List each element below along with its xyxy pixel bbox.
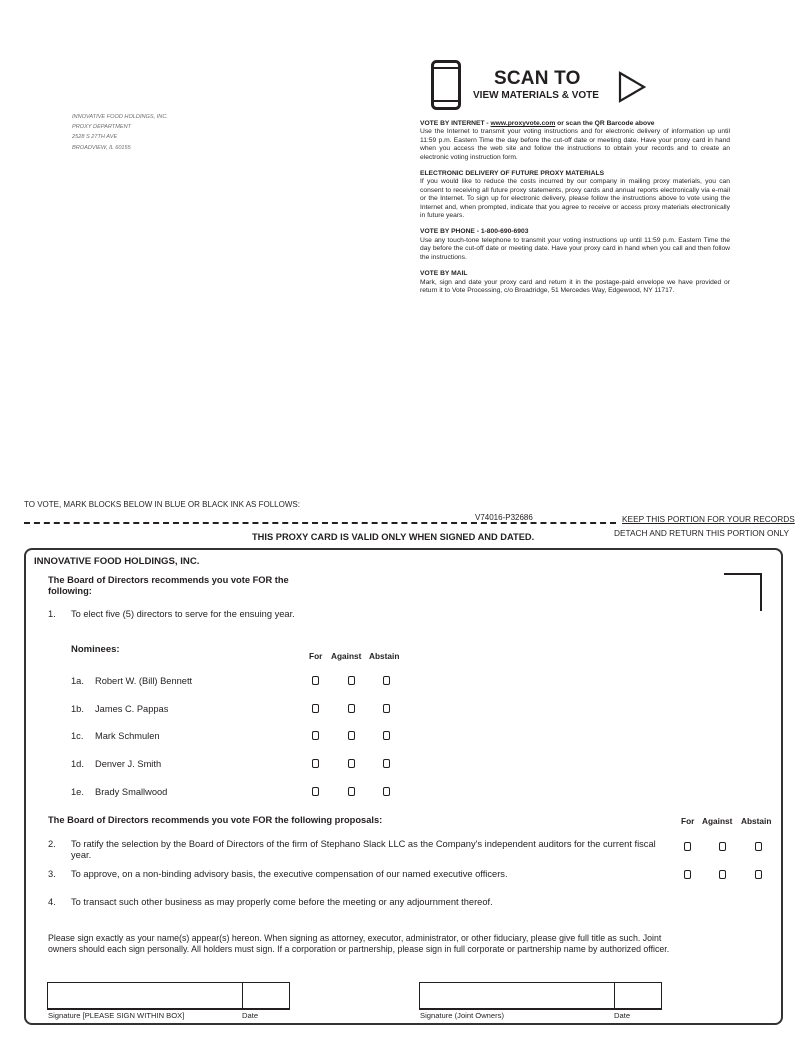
- signature-label: Signature [PLEASE SIGN WITHIN BOX]: [48, 1011, 185, 1020]
- detach-dashed-line: [24, 522, 616, 524]
- nominee-name: Robert W. (Bill) Bennett: [95, 676, 193, 686]
- detach-portion-label: DETACH AND RETURN THIS PORTION ONLY: [614, 528, 790, 538]
- vote-against-checkbox[interactable]: [348, 759, 355, 768]
- return-address: [72, 112, 168, 153]
- vote-abstain-checkbox[interactable]: [383, 787, 390, 796]
- proposal-text: To approve, on a non-binding advisory basis, the executive compensation of our named executive officers.: [71, 869, 508, 879]
- nominees-label: Nominees:: [71, 644, 120, 655]
- company-name: INNOVATIVE FOOD HOLDINGS, INC.: [34, 556, 200, 567]
- valid-notice: THIS PROXY CARD IS VALID ONLY WHEN SIGNED AND DATED.: [252, 532, 535, 542]
- vote-by-internet-body: Use the Internet to transmit your voting instructions and for electronic delivery of information up until 11:59 p.m. Eastern Time the day before the cut-off date or meeting date. Have your proxy card in hand when you access the web site and follow the instructions to obtain your records and to create an electronic voting instruction form.: [420, 128, 730, 161]
- proposal-number: 4.: [48, 897, 56, 907]
- signing-instructions: Please sign exactly as your name(s) appear(s) hereon. When signing as attorney, executor, administrator, or other fiduciary, please give full title as such. Joint owners should each sign personally. All holders must sign. If a corporation or partnership, please sign in full corporate or partnership name by authorized officer.: [48, 933, 670, 954]
- vote-for-checkbox[interactable]: [312, 704, 319, 713]
- vote-for-checkbox[interactable]: [312, 787, 319, 796]
- vote-by-internet-section: [420, 120, 730, 162]
- nominee-name: Brady Smallwood: [95, 787, 168, 797]
- vote-abstain-checkbox[interactable]: [755, 870, 762, 879]
- signature-box[interactable]: [47, 982, 243, 1010]
- joint-date-label: Date: [614, 1011, 631, 1020]
- vote-by-mail-body: Mark, sign and date your proxy card and return it in the postage-paid envelope we have provided or return it to Vote Processing, c/o Broadridge, 51 Mercedes Way, Edgewood, NY 11717.: [420, 278, 730, 294]
- electronic-delivery-heading: ELECTRONIC DELIVERY OF FUTURE PROXY MATERIALS: [420, 170, 605, 178]
- nominee-number: 1b.: [71, 704, 84, 714]
- scan-subtitle: VIEW MATERIALS & VOTE: [473, 90, 599, 101]
- vote-for-checkbox[interactable]: [312, 759, 319, 768]
- electronic-delivery-body: If you would like to reduce the costs incurred by our company in mailing proxy materials, you can consent to receiving all future proxy statements, proxy cards and annual reports electronically via e-mail or the Internet. To sign up for electronic delivery, please follow the instructions above to vote using the Internet and, when prompted, indicate that you agree to receive or access proxy materials electronically in future years.: [420, 178, 730, 220]
- return-address-line: 2528 S 27TH AVE: [72, 134, 118, 141]
- nominee-number: 1e.: [71, 787, 84, 797]
- voting-instructions: [420, 120, 730, 303]
- joint-signature-label: Signature (Joint Owners): [420, 1011, 504, 1020]
- vote-abstain-checkbox[interactable]: [383, 731, 390, 740]
- date-box[interactable]: [242, 982, 290, 1010]
- keep-portion-label: KEEP THIS PORTION FOR YOUR RECORDS: [622, 514, 795, 524]
- column-header-for: For: [681, 816, 695, 826]
- corner-mark: [724, 573, 762, 611]
- proposal-number: 1.: [48, 609, 56, 619]
- nominee-number: 1c.: [71, 731, 84, 741]
- vote-for-checkbox[interactable]: [312, 676, 319, 685]
- nominee-name: Mark Schmulen: [95, 731, 160, 741]
- nominee-number: 1a.: [71, 676, 84, 686]
- mark-instruction: TO VOTE, MARK BLOCKS BELOW IN BLUE OR BLACK INK AS FOLLOWS:: [24, 500, 300, 509]
- vote-against-checkbox[interactable]: [348, 704, 355, 713]
- date-label: Date: [242, 1011, 259, 1020]
- vote-against-checkbox[interactable]: [348, 676, 355, 685]
- electronic-delivery-section: [420, 170, 730, 220]
- vote-against-checkbox[interactable]: [348, 787, 355, 796]
- proposal-text: To elect five (5) directors to serve for the ensuing year.: [71, 609, 295, 619]
- proposal-text: To transact such other business as may properly come before the meeting or any adjournment thereof.: [71, 897, 493, 907]
- joint-date-box[interactable]: [614, 982, 662, 1010]
- scan-title: SCAN TO: [494, 68, 581, 89]
- column-header-abstain: Abstain: [369, 651, 400, 661]
- vote-for-checkbox[interactable]: [684, 842, 691, 851]
- vote-against-checkbox[interactable]: [348, 731, 355, 740]
- vote-abstain-checkbox[interactable]: [383, 676, 390, 685]
- vote-by-internet-heading: VOTE BY INTERNET - www.proxyvote.com or scan the QR Barcode above: [420, 120, 655, 127]
- arrow-right-icon: [618, 71, 646, 103]
- vote-by-mail-heading: VOTE BY MAIL: [420, 270, 468, 278]
- vote-abstain-checkbox[interactable]: [383, 704, 390, 713]
- column-header-for: For: [309, 651, 323, 661]
- proposal-text: To ratify the selection by the Board of Directors of the firm of Stephano Slack LLC as the Company's independent auditors for the current fiscal year.: [71, 839, 656, 860]
- return-address-line: INNOVATIVE FOOD HOLDINGS, INC.: [72, 114, 168, 120]
- nominee-name: James C. Pappas: [95, 704, 169, 714]
- column-header-against: Against: [331, 651, 362, 661]
- vote-by-phone-heading: VOTE BY PHONE - 1-800-690-6903: [420, 228, 529, 236]
- board-recommendation-1: The Board of Directors recommends you vote FOR the following:: [48, 575, 289, 596]
- vote-for-checkbox[interactable]: [684, 870, 691, 879]
- vote-by-mail-section: [420, 270, 730, 295]
- nominee-number: 1d.: [71, 759, 84, 769]
- vote-for-checkbox[interactable]: [312, 731, 319, 740]
- smartphone-icon: [431, 60, 461, 110]
- vote-against-checkbox[interactable]: [719, 870, 726, 879]
- return-address-line: BROADVIEW, IL 60155: [72, 144, 131, 151]
- proposal-number: 2.: [48, 839, 56, 849]
- board-recommendation-2: The Board of Directors recommends you vote FOR the following proposals:: [48, 815, 383, 825]
- vote-by-phone-section: [420, 228, 730, 262]
- vote-against-checkbox[interactable]: [719, 842, 726, 851]
- return-address-line: PROXY DEPARTMENT: [72, 124, 132, 131]
- column-header-against: Against: [702, 816, 733, 826]
- vote-abstain-checkbox[interactable]: [383, 759, 390, 768]
- joint-signature-box[interactable]: [419, 982, 615, 1010]
- nominee-name: Denver J. Smith: [95, 759, 162, 769]
- control-number: V74016-P32686: [475, 513, 533, 522]
- proposal-number: 3.: [48, 869, 56, 879]
- vote-abstain-checkbox[interactable]: [755, 842, 762, 851]
- vote-by-phone-body: Use any touch-tone telephone to transmit your voting instructions up until 11:59 p.m. Eastern Time the day before the cut-off date or meeting date. Have your proxy card in hand when you call and then follow the instructions.: [420, 236, 730, 261]
- proxyvote-link[interactable]: www.proxyvote.com: [490, 120, 556, 127]
- column-header-abstain: Abstain: [741, 816, 772, 826]
